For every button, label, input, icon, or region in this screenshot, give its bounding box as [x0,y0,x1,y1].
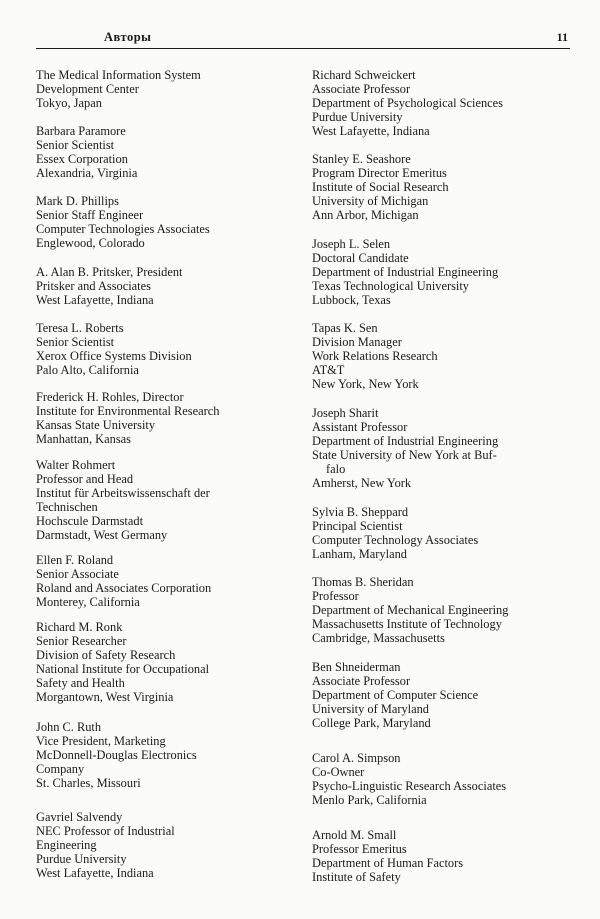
author-detail-line: Manhattan, Kansas [36,432,131,447]
author-detail-line: Computer Technologies Associates [36,222,210,237]
author-name: Ellen F. Roland [36,553,114,567]
author-detail-line: Associate Professor [312,674,411,689]
author-name: Arnold M. Small [312,828,397,842]
author-name: Sylvia B. Sheppard [312,505,409,519]
author-detail-line: Company [36,762,85,777]
author-entry [312,505,574,561]
running-head: Авторы [104,30,152,44]
author-detail-line: Morgantown, West Virginia [36,690,174,705]
author-detail-line: Computer Technology Associates [312,533,479,548]
author-entry [36,720,292,790]
author-entry [312,237,574,307]
author-entry [36,124,292,180]
author-entry [36,553,292,609]
author-entry [312,321,574,391]
author-detail-line: Senior Scientist [36,335,115,350]
author-detail-line: Amherst, New York [312,476,412,491]
author-detail-line: Psycho-Linguistic Research Associates [312,779,507,794]
author-detail-line: falo [326,462,346,477]
author-detail-line: National Institute for Occupational [36,662,210,677]
author-detail-line: Division Manager [312,335,402,350]
author-detail-line: Kansas State University [36,418,156,433]
author-detail-line: Senior Staff Engineer [36,208,144,223]
author-name: Richard Schweickert [312,68,416,82]
author-name: Joseph Sharit [312,406,379,420]
author-detail-line: Essex Corporation [36,152,128,167]
author-name: Joseph L. Selen [312,237,391,251]
author-detail-line: Darmstadt, West Germany [36,528,168,543]
author-detail-line: Professor and Head [36,472,134,487]
author-entry [36,810,292,880]
author-detail-line: Technischen [36,500,98,515]
author-detail-line: Englewood, Colorado [36,236,145,251]
author-detail-line: Senior Researcher [36,634,127,649]
author-entry [36,321,292,377]
page-header [36,30,570,49]
author-name: Tapas K. Sen [312,321,378,335]
author-name: A. Alan B. Pritsker, President [36,265,183,279]
author-detail-line: Development Center [36,82,139,97]
author-entry [312,68,574,138]
author-detail-line: Hochscule Darmstadt [36,514,144,529]
author-name: Frederick H. Rohles, Director [36,390,184,404]
author-detail-line: Purdue University [312,110,403,125]
author-detail-line: Principal Scientist [312,519,403,534]
author-entry [312,751,574,807]
author-detail-line: State University of New York at Buf- [312,448,497,463]
author-detail-line: Pritsker and Associates [36,279,151,294]
author-detail-line: Department of Computer Science [312,688,479,703]
author-detail-line: Institut für Arbeitswissenschaft der [36,486,210,501]
author-detail-line: Engineering [36,838,97,853]
author-detail-line: West Lafayette, Indiana [36,293,154,308]
author-name: Stanley E. Seashore [312,152,411,166]
author-detail-line: Professor Emeritus [312,842,407,857]
author-name: Barbara Paramore [36,124,126,138]
author-name: Teresa L. Roberts [36,321,124,335]
author-detail-line: Lubbock, Texas [312,293,391,308]
author-detail-line: Program Director Emeritus [312,166,447,181]
author-detail-line: Lanham, Maryland [312,547,407,562]
author-name: John C. Ruth [36,720,102,734]
author-detail-line: West Lafayette, Indiana [312,124,430,139]
author-detail-line: University of Maryland [312,702,429,717]
author-name: Gavriel Salvendy [36,810,123,824]
author-name: Thomas B. Sheridan [312,575,414,589]
author-detail-line: Department of Psychological Sciences [312,96,503,111]
author-detail-line: Texas Technological University [312,279,470,294]
author-detail-line: Senior Scientist [36,138,115,153]
author-name: Richard M. Ronk [36,620,123,634]
author-detail-line: Department of Human Factors [312,856,464,871]
author-detail-line: McDonnell-Douglas Electronics [36,748,197,763]
author-detail-line: Monterey, California [36,595,140,610]
author-detail-line: Doctoral Candidate [312,251,409,266]
author-detail-line: Palo Alto, California [36,363,139,378]
author-detail-line: Massachusetts Institute of Technology [312,617,502,632]
author-name: The Medical Information System [36,68,201,82]
author-entry [36,620,292,705]
author-entry [36,390,292,446]
author-entry [36,265,292,307]
author-detail-line: Institute of Social Research [312,180,449,195]
author-entry [312,152,574,222]
author-detail-line: Vice President, Marketing [36,734,166,749]
author-detail-line: Alexandria, Virginia [36,166,138,181]
author-entry [312,828,574,884]
author-detail-line: Professor [312,589,359,604]
author-name: Mark D. Phillips [36,194,119,208]
author-detail-line: St. Charles, Missouri [36,776,141,791]
author-entry [312,575,574,645]
author-entry [36,68,292,110]
author-name: Ben Shneiderman [312,660,401,674]
author-detail-line: Tokyo, Japan [36,96,102,111]
author-detail-line: Department of Mechanical Engineering [312,603,509,618]
author-detail-line: Co-Owner [312,765,365,780]
author-detail-line: Department of Industrial Engineering [312,265,499,280]
author-detail-line: Associate Professor [312,82,411,97]
author-detail-line: Work Relations Research [312,349,438,364]
author-detail-line: Safety and Health [36,676,125,691]
author-entry [312,406,574,491]
author-detail-line: AT&T [312,363,345,378]
page-number: 11 [556,30,568,44]
author-name: Walter Rohmert [36,458,116,472]
author-detail-line: Institute for Environmental Research [36,404,220,419]
author-detail-line: Roland and Associates Corporation [36,581,212,596]
author-entry [36,194,292,250]
author-detail-line: College Park, Maryland [312,716,431,731]
author-detail-line: Ann Arbor, Michigan [312,208,419,223]
author-entry [312,660,574,730]
author-detail-line: Cambridge, Massachusetts [312,631,445,646]
author-detail-line: West Lafayette, Indiana [36,866,154,881]
author-entry [36,458,292,543]
author-name: Carol A. Simpson [312,751,401,765]
author-detail-line: Xerox Office Systems Division [36,349,192,364]
author-detail-line: Institute of Safety [312,870,401,885]
author-detail-line: University of Michigan [312,194,429,209]
author-detail-line: Division of Safety Research [36,648,176,663]
author-detail-line: Purdue University [36,852,127,867]
author-detail-line: Assistant Professor [312,420,408,435]
author-detail-line: Senior Associate [36,567,119,582]
author-detail-line: Menlo Park, California [312,793,427,808]
author-detail-line: New York, New York [312,377,419,392]
author-detail-line: NEC Professor of Industrial [36,824,175,839]
author-detail-line: Department of Industrial Engineering [312,434,499,449]
